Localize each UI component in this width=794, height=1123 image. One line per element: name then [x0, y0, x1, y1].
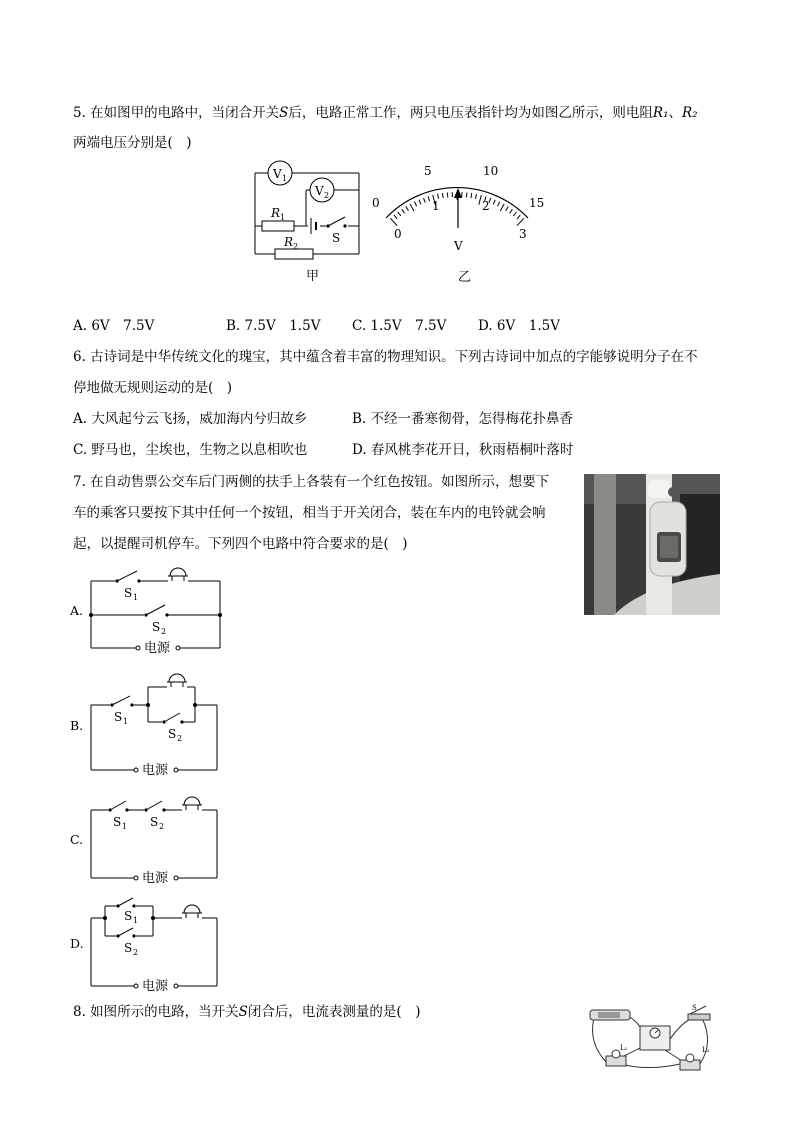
circuit-d-s1-label: S: [124, 909, 133, 923]
dial-tick-mark: [500, 204, 504, 211]
r2-sub: 2: [293, 242, 299, 251]
circuit-option-b[interactable]: [70, 672, 230, 778]
battery-holder-icon: [590, 1010, 630, 1020]
dial-tick-mark: [466, 193, 467, 198]
dial-bottom-tick-1: 1: [432, 199, 440, 213]
dial-tick-mark: [510, 209, 513, 213]
circuit-b-s2-sub: 2: [177, 734, 183, 743]
q8-fig-l2-label: L₂: [702, 1046, 710, 1054]
switch-s-label: S: [332, 231, 341, 245]
q8-fig-l1-label: L₁: [620, 1044, 628, 1052]
circuit-d-s1-sub: 1: [133, 916, 139, 925]
dial-tick-mark: [410, 204, 414, 211]
dial-top-tick-10: 10: [483, 164, 499, 178]
q5-switch-symbol: S: [279, 105, 289, 121]
dial-tick-mark: [447, 193, 448, 198]
bulb-l2-icon: [680, 1054, 700, 1070]
circuit-diagram-jia: [248, 158, 368, 286]
q5-option-a[interactable]: A. 6V 7.5V: [73, 318, 155, 334]
q5-text-b: 后，电路正常工作，两只电压表指针均为如图乙所示，则电阻: [288, 105, 653, 121]
circuit-c-power-label: 电源: [142, 871, 169, 886]
circuit-a-letter: A.: [70, 603, 84, 618]
circuit-option-a[interactable]: [70, 562, 230, 658]
v1-sub: 1: [282, 174, 288, 183]
q5-stem-line2: 两端电压分别是( ): [73, 135, 192, 151]
r1-sub: 1: [280, 213, 286, 222]
q8-stem: [73, 1003, 420, 1021]
q5-text-a: 5. 在如图甲的电路中，当闭合开关: [73, 105, 280, 121]
r2-label: R: [284, 235, 294, 249]
circuit-b-letter: B.: [70, 718, 84, 733]
q5-r2-symbol: R₂: [682, 105, 698, 121]
circuit-c-switch-s1-icon: [108, 801, 128, 812]
dial-tick-mark: [506, 207, 509, 211]
dial-tick-mark: [442, 193, 443, 198]
dial-tick-mark: [517, 218, 524, 225]
ammeter-icon: [640, 1026, 670, 1050]
circuit-b-switch-s2-icon: [162, 713, 183, 724]
circuit-c-s1-label: S: [113, 815, 122, 829]
circuit-a-s2-label: S: [152, 620, 161, 634]
q6-option-a[interactable]: A. 大风起兮云飞扬，威加海内兮归故乡: [73, 411, 308, 427]
q8-switch-symbol: S: [238, 1004, 248, 1020]
circuit-d-s2-label: S: [124, 941, 133, 955]
q5-stem-line1: [73, 104, 698, 122]
bus-button-photo: [584, 474, 720, 615]
circuit-d-power-label: 电源: [142, 979, 169, 994]
circuit-c-s2-label: S: [150, 815, 159, 829]
bulb-l1-icon: [606, 1050, 626, 1066]
resistor-r1: [262, 221, 294, 231]
circuit-a-bell-icon: [168, 568, 188, 581]
v2-label: V: [315, 184, 324, 198]
v1-label: V: [273, 167, 282, 181]
q7-stem-line3: 起，以提醒司机停车。下列四个电路中符合要求的是( ): [73, 536, 408, 552]
battery-icon: [308, 218, 320, 234]
caption-jia: 甲: [306, 269, 320, 284]
dial-bottom-tick-0: 0: [394, 227, 402, 241]
q6-stem-line1: 6. 古诗词是中华传统文化的瑰宝，其中蕴含着丰富的物理知识。下列古诗词中加点的字能够说明分子在不: [73, 349, 698, 365]
q6-option-b[interactable]: B. 不经一番寒彻骨，怎得梅花扑鼻香: [352, 411, 574, 427]
q7-stem-line1: 7. 在自动售票公交车后门两侧的扶手上各装有一个红色按钮。如图所示，想要下: [73, 474, 550, 490]
dial-tick-mark: [428, 196, 430, 201]
circuit-a-power-label: 电源: [144, 641, 171, 656]
circuit-a-s2-sub: 2: [161, 627, 167, 636]
circuit-d-switch-s1-icon: [116, 898, 135, 908]
circuit-option-d[interactable]: [70, 896, 230, 996]
circuit-c-s1-sub: 1: [122, 822, 128, 831]
dial-needle: [454, 188, 462, 228]
circuit-d-s2-sub: 2: [133, 948, 139, 957]
circuit-a-switch-s2-icon: [144, 605, 168, 617]
dial-tick-mark: [517, 215, 520, 219]
dial-tick-mark: [390, 218, 397, 225]
q5-option-c[interactable]: C. 1.5V 7.5V: [352, 318, 447, 334]
q8-fig-s-label: S: [692, 1004, 697, 1012]
q5-option-d[interactable]: D. 6V 1.5V: [478, 318, 560, 334]
dial-bottom-tick-2: 2: [482, 199, 490, 213]
v2-sub: 2: [324, 191, 330, 200]
circuit-a-s1-sub: 1: [133, 593, 139, 602]
q5-sep: 、: [668, 105, 682, 121]
circuit-b-bell-icon: [167, 674, 187, 687]
r1-label: R: [271, 206, 281, 220]
circuit-d-bell-icon: [182, 905, 202, 918]
dial-tick-mark: [406, 206, 409, 210]
caption-yi: 乙: [458, 270, 472, 285]
circuit-b-s1-label: S: [114, 710, 123, 724]
q6-option-c[interactable]: C. 野马也，尘埃也，生物之以息相吹也: [73, 442, 308, 458]
q8-physical-circuit: [584, 1002, 718, 1078]
dial-tick-mark: [424, 198, 426, 203]
q7-stem-line2: 车的乘客只要按下其中任何一个按钮，相当于开关闭合，装在车内的电铃就会响: [73, 505, 546, 521]
dial-tick-mark: [394, 215, 397, 219]
circuit-b-power-label: 电源: [142, 763, 169, 778]
dial-top-tick-0: 0: [372, 196, 380, 210]
dial-top-tick-5: 5: [424, 164, 432, 178]
dial-tick-mark: [419, 200, 421, 205]
dial-tick-mark: [493, 200, 495, 205]
dial-bottom-tick-3: 3: [519, 227, 527, 241]
circuit-d-letter: D.: [70, 936, 84, 951]
dial-tick-mark: [498, 202, 500, 207]
q5-option-b[interactable]: B. 7.5V 1.5V: [226, 318, 321, 334]
circuit-b-switch-s1-icon: [110, 696, 133, 707]
circuit-c-letter: C.: [70, 832, 84, 847]
circuit-c-bell-icon: [182, 797, 202, 810]
dial-tick-mark: [479, 195, 482, 205]
circuit-c-switch-s2-icon: [144, 801, 165, 812]
circuit-c-s2-sub: 2: [159, 822, 165, 831]
q8-text-b: 闭合后，电流表测量的是( ): [247, 1004, 421, 1020]
dial-tick-mark: [402, 209, 405, 213]
q6-stem-line2: 停地做无规则运动的是( ): [73, 380, 233, 396]
dial-tick-mark: [476, 194, 477, 199]
circuit-b-s1-sub: 1: [123, 717, 129, 726]
q8-text-a: 8. 如图所示的电路，当开关: [73, 1004, 239, 1020]
q6-option-d[interactable]: D. 春风桃李花开日，秋雨梧桐叶落时: [352, 442, 574, 458]
dial-tick-mark: [513, 212, 516, 216]
dial-tick-mark: [414, 202, 416, 207]
circuit-a-s1-label: S: [124, 586, 133, 600]
circuit-a-switch-s1-icon: [115, 571, 140, 583]
circuit-b-s2-label: S: [168, 727, 177, 741]
dial-unit-v: V: [454, 239, 463, 253]
circuit-d-switch-s2-icon: [116, 928, 135, 938]
dial-top-tick-15: 15: [529, 196, 545, 210]
voltmeter-dial-yi: [368, 160, 548, 286]
dial-tick-mark: [471, 193, 472, 198]
circuit-option-c[interactable]: [70, 792, 230, 886]
switch-s-icon: [326, 217, 348, 230]
dial-tick-mark: [398, 212, 401, 216]
q5-r1-symbol: R₁: [652, 105, 669, 121]
